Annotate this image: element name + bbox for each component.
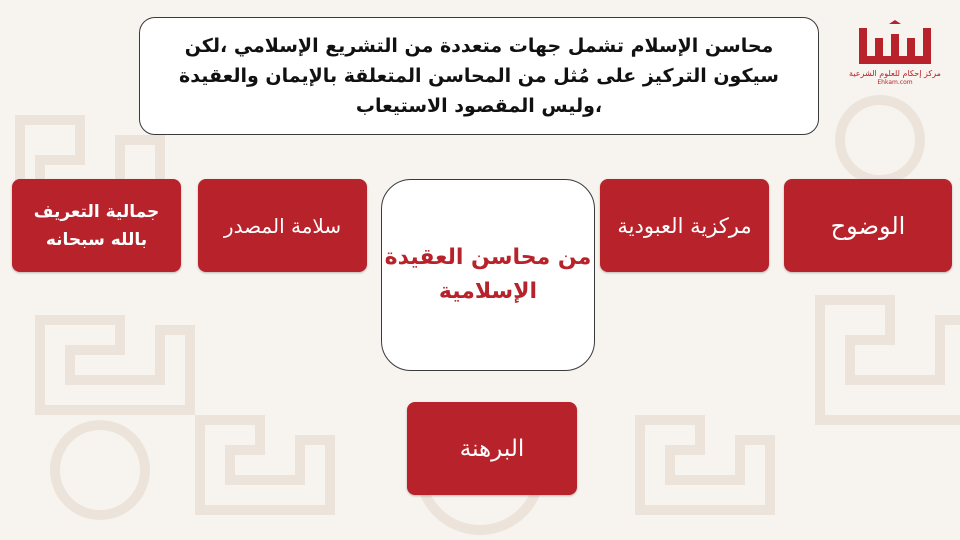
card-clarity	[784, 179, 952, 272]
center-title: من محاسن العقيدة الإسلامية	[384, 245, 592, 304]
card-label: مركزية العبودية	[617, 213, 752, 238]
intro-text: محاسن الإسلام تشمل جهات متعددة من التشريع الإسلامي ،لكن سيكون التركيز على مُثل من المحاسن المتعلقة بالإيمان والعقيدة ،وليس المقصود الاستيعاب	[179, 35, 779, 117]
card-label: البرهنة	[459, 435, 525, 462]
card-label: جمالية التعريف بالله سبحانه	[33, 201, 160, 250]
card-label: الوضوح	[830, 211, 906, 240]
intro-box	[139, 17, 819, 135]
card-source-integrity	[198, 179, 367, 272]
logo-mark-icon	[855, 20, 935, 68]
center-topic-box	[381, 179, 595, 371]
ehkam-logo	[845, 20, 945, 95]
logo-tagline: Ehkam.com	[877, 79, 913, 86]
card-divine-description	[12, 179, 181, 272]
card-centrality-of-worship	[600, 179, 769, 272]
card-proof	[407, 402, 577, 495]
logo-subtitle: مركز إحكام للعلوم الشرعية	[849, 69, 941, 78]
card-label: سلامة المصدر	[223, 213, 342, 238]
